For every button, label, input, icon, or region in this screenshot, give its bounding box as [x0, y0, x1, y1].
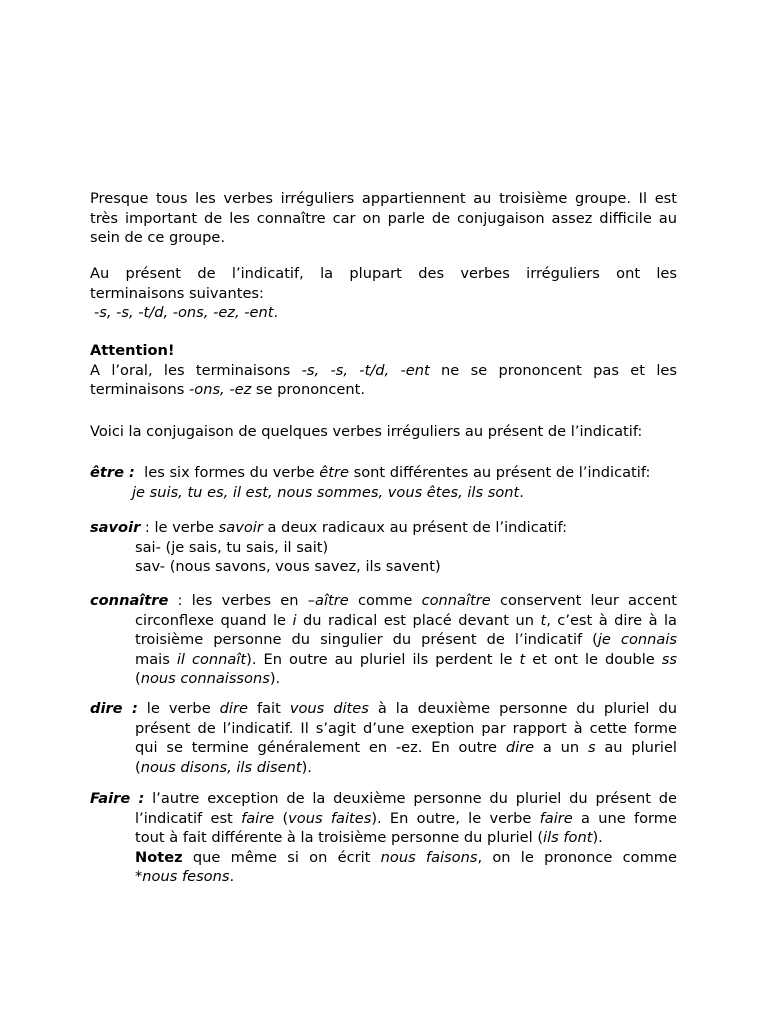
- attention-heading: Attention!: [90, 342, 175, 359]
- text-line: être : les six formes du verbe être sont différentes au présent de l’indicatif:: [90, 464, 651, 481]
- verb-term: savoir: [90, 519, 141, 536]
- endings-paragraph: [90, 264, 677, 323]
- text-line: savoir : le verbe savoir a deux radicaux au présent de l’indicatif:: [90, 519, 567, 536]
- savoir-entry: [90, 518, 677, 577]
- text-line: mais il connaît). En outre au pluriel ils perdent le t et ont le double ss: [135, 650, 677, 668]
- text-line: je suis, tu es, il est, nous sommes, vous êtes, ils sont.: [132, 483, 524, 501]
- connaitre-entry: [90, 591, 677, 689]
- text-line: connaître : les verbes en –aître comme connaître conservent leur accent: [90, 592, 677, 609]
- verb-term: Faire :: [90, 790, 145, 807]
- endings-line: -s, -s, -t/d, -ons, -ez, -ent.: [94, 304, 279, 321]
- text-line: Notez que même si on écrit nous faisons, on le prononce comme: [135, 848, 677, 866]
- text-line: très important de les connaître car on parle de conjugaison assez difficile au: [90, 209, 677, 227]
- text-line: Presque tous les verbes irréguliers appartiennent au troisième groupe. Il est: [90, 190, 677, 207]
- text-line: *nous fesons.: [135, 868, 235, 885]
- etre-entry: [90, 463, 677, 502]
- text-line: circonflexe quand le i du radical est placé devant un t, c’est à dire à la: [135, 611, 677, 629]
- endings-list: -s, -s, -t/d, -ons, -ez, -ent: [94, 304, 274, 321]
- text-line: l’indicatif est faire (vous faites). En outre, le verbe faire a une forme: [135, 809, 677, 827]
- notez-label: Notez: [135, 848, 183, 866]
- text-line: qui se termine généralement en -ez. En outre dire a un s au pluriel: [135, 739, 677, 756]
- text-line: dire : le verbe dire fait vous dites à la deuxième personne du pluriel du: [90, 700, 677, 717]
- verb-term: être :: [90, 464, 135, 481]
- voici-paragraph: Voici la conjugaison de quelques verbes irréguliers au présent de l’indicatif:: [90, 423, 643, 440]
- text-line: troisième personne du singulier du présent de l’indicatif (je connais: [135, 631, 677, 648]
- text-line: A l’oral, les terminaisons -s, -s, -t/d, -ent ne se prononcent pas et les: [90, 361, 677, 379]
- verb-term: dire :: [90, 700, 138, 717]
- verb-term: connaître: [90, 592, 169, 609]
- text-line: terminaisons -ons, -ez se prononcent.: [90, 381, 366, 398]
- attention-note: [90, 341, 677, 400]
- text-line: (nous connaissons).: [135, 670, 281, 687]
- text-line: sai- (je sais, tu sais, il sait): [135, 538, 329, 556]
- text-line: terminaisons suivantes:: [90, 284, 264, 302]
- intro-paragraph: [90, 189, 677, 248]
- text-line: (nous disons, ils disent).: [135, 758, 312, 776]
- text-line: Au présent de l’indicatif, la plupart des verbes irréguliers ont les: [90, 265, 677, 282]
- dire-entry: [90, 699, 677, 777]
- text-line: tout à fait différente à la troisième personne du pluriel (ils font).: [135, 829, 603, 846]
- text-line: présent de l’indicatif. Il s’agit d’une exeption par rapport à cette forme: [135, 719, 677, 737]
- text-line: sein de ce groupe.: [90, 229, 226, 246]
- faire-entry: [90, 789, 677, 887]
- text-line: sav- (nous savons, vous savez, ils savent): [135, 558, 441, 575]
- text-line: Faire : l’autre exception de la deuxième personne du pluriel du présent de: [90, 790, 677, 807]
